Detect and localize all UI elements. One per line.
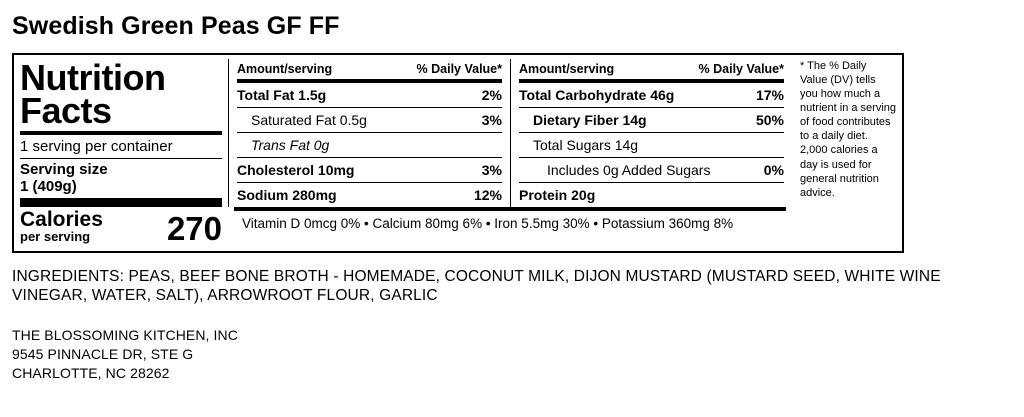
nutrient-row xyxy=(237,107,502,132)
nutrition-heading-line1: Nutrition xyxy=(20,57,166,98)
nutrient-dv: 50% xyxy=(755,112,784,128)
nutrient-columns xyxy=(228,59,792,207)
company-address-line2: CHARLOTTE, NC 28262 xyxy=(12,364,170,381)
company-name: THE BLOSSOMING KITCHEN, INC xyxy=(12,327,238,344)
page-title: Swedish Green Peas GF FF xyxy=(12,12,340,40)
nutrient-name: Total Carbohydrate 46g xyxy=(519,87,675,103)
calories-row xyxy=(20,207,222,247)
nutrition-facts-panel xyxy=(12,53,904,253)
nutrient-row xyxy=(237,132,502,157)
nutrition-facts-heading xyxy=(20,57,222,132)
column-header-left xyxy=(237,59,502,79)
company-address-line1: 9545 PINNACLE DR, STE G xyxy=(12,346,194,363)
nutrient-row xyxy=(519,182,784,207)
nutrient-dv: 17% xyxy=(755,87,784,103)
nutrient-dv: 12% xyxy=(473,187,502,203)
nutrient-name: Dietary Fiber 14g xyxy=(533,112,647,128)
daily-value-header: % Daily Value* xyxy=(416,62,502,76)
nutrition-summary-column xyxy=(20,59,228,245)
nutrient-dv: 3% xyxy=(481,112,502,128)
nutrient-name: Saturated Fat 0.5g xyxy=(251,112,367,128)
nutrient-name: Sodium 280mg xyxy=(237,187,337,203)
nutrient-row xyxy=(519,79,784,107)
nutrient-row xyxy=(519,132,784,157)
daily-value-footnote: * The % Daily Value (DV) tells you how much a nutrient in a serving of food contributes to a daily diet. 2,000 calories a day is used for general nutrition advice. xyxy=(800,60,896,199)
nutrient-name: Cholesterol 10mg xyxy=(237,162,355,178)
nutrition-heading-line2: Facts xyxy=(20,90,112,132)
amount-per-serving-header: Amount/serving xyxy=(237,62,333,76)
vitamins-minerals-row: Vitamin D 0mcg 0% • Calcium 80mg 6% • Iron 5.5mg 30% • Potassium 360mg 8% xyxy=(234,207,786,232)
calories-label: Calories xyxy=(20,208,103,232)
nutrient-row xyxy=(237,182,502,207)
daily-value-header: % Daily Value* xyxy=(698,62,784,76)
nutrient-name: Trans Fat 0g xyxy=(251,137,330,153)
column-header-right xyxy=(519,59,784,79)
ingredients-text: INGREDIENTS: PEAS, BEEF BONE BROTH - HOMEMADE, COCONUT MILK, DIJON MUSTARD (MUSTARD SEED, WHITE WINE VINEGAR, WATER, SALT), ARROWROOT FLOUR, GARLIC xyxy=(12,267,941,305)
nutrient-row xyxy=(237,157,502,182)
nutrient-name: Includes 0g Added Sugars xyxy=(547,162,711,178)
amount-per-serving-header: Amount/serving xyxy=(519,62,615,76)
calories-per-serving-label: per serving xyxy=(20,229,91,245)
nutrient-row xyxy=(519,107,784,132)
nutrient-row xyxy=(237,79,502,107)
servings-per-container: 1 serving per container xyxy=(20,138,173,156)
serving-size-value: 1 (409g) xyxy=(20,178,77,196)
nutrient-name: Protein 20g xyxy=(519,187,596,203)
divider-above-calories xyxy=(20,198,222,207)
nutrient-dv: 3% xyxy=(481,162,502,178)
nutrient-name: Total Fat 1.5g xyxy=(237,87,327,103)
nutrient-columns-wrap xyxy=(228,59,792,245)
calories-value: 270 xyxy=(166,209,222,247)
nutrient-dv: 0% xyxy=(763,162,784,178)
nutrient-column-right xyxy=(510,59,792,207)
nutrient-dv: 2% xyxy=(481,87,502,103)
company-block xyxy=(12,326,1012,383)
nutrient-name: Total Sugars 14g xyxy=(533,137,639,153)
serving-size-label: Serving size xyxy=(20,161,108,179)
nutrition-panel-wrap xyxy=(8,53,1016,253)
nutrient-row xyxy=(519,157,784,182)
nutrient-column-left xyxy=(228,59,510,207)
